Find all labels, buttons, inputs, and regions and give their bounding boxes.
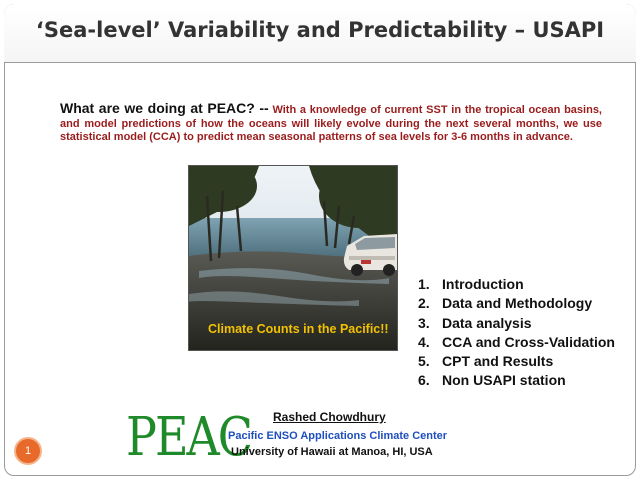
intro-paragraph [60,102,602,145]
author-name: Rashed Chowdhury [273,410,386,424]
intro-question: What are we doing at PEAC? -- [60,100,269,116]
intro-body: With a knowledge of current SST in the tropical ocean basins, and model predictions of how the oceans will likely evolve during the next several months, we use statistical model (CCA) to predict mean seasonal patterns of sea levels for 3-6 months in advance. [60,104,602,143]
university-name: University of Hawaii at Manoa, HI, USA [231,446,433,458]
outline-list [418,275,615,391]
outline-item-data-methodology: 2. Data and Methodology [418,295,593,312]
organization-name: Pacific ENSO Applications Climate Center [228,430,448,442]
outline-item-non-usapi: 6. Non USAPI station [418,372,566,389]
slide-title: ‘Sea-level’ Variability and Predictability – USAPI [35,18,605,42]
peac-logo: PEAC [126,405,251,468]
outline-item-cpt: 5. CPT and Results [418,353,554,370]
outline-item-introduction: 1. Introduction [418,276,524,292]
outline-item-data-analysis: 3. Data analysis [418,314,532,331]
page-number-badge: 1 [14,437,42,465]
photo-caption: Climate Counts in the Pacific!! [208,322,389,336]
outline-item-cca: 4. CCA and Cross-Validation [418,333,615,350]
